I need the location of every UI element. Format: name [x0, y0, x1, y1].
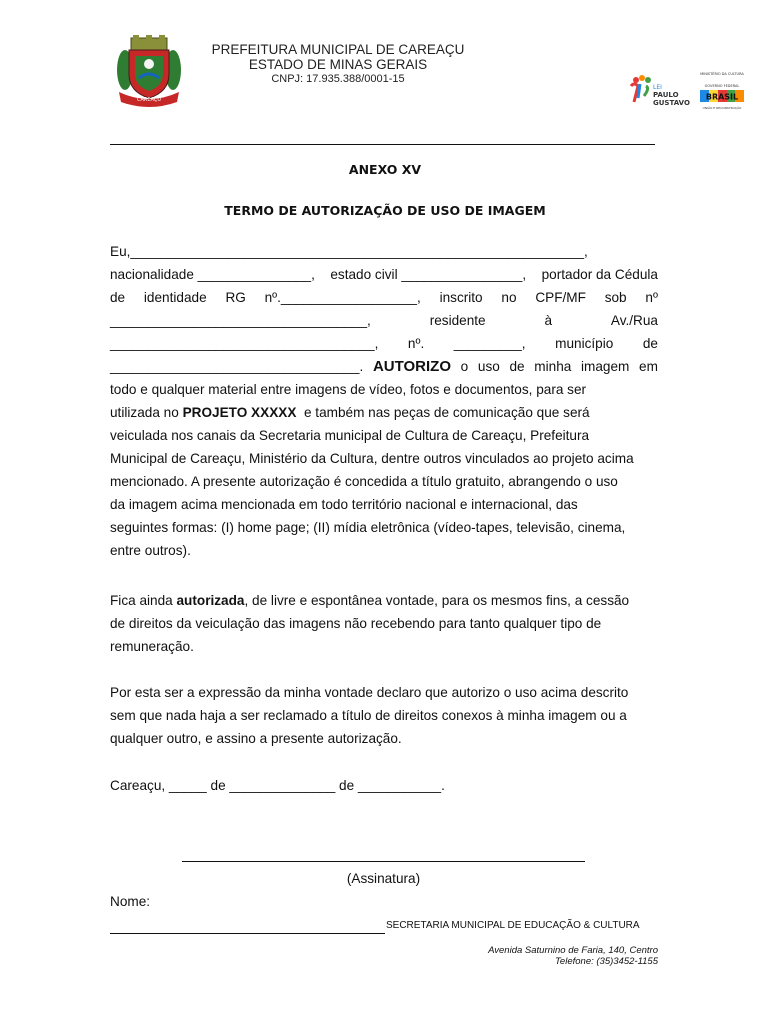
- word: _________,: [453, 336, 526, 351]
- p1-line: seguintes formas: (I) home page; (II) mídia eletrônica (vídeo-tapes, televisão, cinema,: [110, 520, 626, 535]
- signature-line: [182, 861, 585, 862]
- text-run: nacionalidade _______________,: [110, 267, 315, 282]
- p1-line: [110, 355, 658, 378]
- header-divider: [110, 144, 655, 145]
- word: __________________________________,: [110, 313, 371, 328]
- text-run: Fica ainda: [110, 593, 173, 608]
- p1-line: veiculada nos canais da Secretaria municipal de Cultura de Careaçu, Prefeitura: [110, 428, 590, 443]
- word: uso: [477, 359, 500, 374]
- text-run: , de livre e espontânea vontade, para os mesmos fins, a cessão: [244, 593, 630, 608]
- minc-gov-text: GOVERNO FEDERAL: [704, 84, 740, 88]
- p1-line: da imagem acima mencionada em todo território nacional e internacional, das: [110, 497, 578, 512]
- minc-wordmark: BRASIL: [705, 92, 739, 102]
- authorization-paragraph: [110, 240, 658, 562]
- p1-line: [110, 401, 658, 424]
- word: Av./Rua: [610, 313, 658, 328]
- p3-line: qualquer outro, e assino a presente autorização.: [110, 731, 402, 746]
- word: identidade: [143, 290, 207, 305]
- document-title: TERMO DE AUTORIZAÇÃO DE USO DE IMAGEM: [224, 203, 546, 218]
- project-name: PROJETO XXXXX: [182, 405, 297, 420]
- word: imagem: [581, 359, 630, 374]
- text-run: _________________________________.: [110, 359, 364, 374]
- minc-sub-text: UNIÃO E RECONSTRUÇÃO: [702, 106, 742, 110]
- crest-banner-text: CAREAÇU: [136, 97, 162, 103]
- text-run: portador da Cédula: [541, 267, 658, 282]
- word: CPF/MF: [535, 290, 586, 305]
- authorizo-emphasis: AUTORIZO: [372, 358, 451, 375]
- footer-secretariat: SECRETARIA MUNICIPAL DE EDUCAÇÃO & CULTURA: [386, 920, 640, 931]
- word: minha: [534, 359, 572, 374]
- declaration-paragraph: [110, 681, 658, 750]
- p1-line: [110, 286, 658, 309]
- text-run: utilizada no: [110, 405, 179, 420]
- p1-line: entre outros).: [110, 543, 191, 558]
- header-state: ESTADO DE MINAS GERAIS: [248, 57, 428, 72]
- word: em: [639, 359, 658, 374]
- word: de: [642, 336, 658, 351]
- lpg-logo-line3: GUSTAVO: [653, 99, 690, 107]
- word: nº: [645, 290, 658, 305]
- p1-line: [110, 263, 658, 286]
- lpg-logo-line2: PAULO: [653, 91, 679, 99]
- word: no: [501, 290, 517, 305]
- footer-phone: Telefone: (35)3452-1155: [555, 956, 658, 967]
- lei-paulo-gustavo-logo: [626, 74, 690, 110]
- word: o: [460, 359, 469, 374]
- word: nº.__________________,: [264, 290, 421, 305]
- word: inscrito: [439, 290, 483, 305]
- assignment-paragraph: [110, 589, 658, 658]
- word: nº.: [407, 336, 425, 351]
- word: à: [544, 313, 553, 328]
- word: de: [509, 359, 525, 374]
- p1-line: todo e qualquer material entre imagens de vídeo, fotos e documentos, para ser: [110, 382, 587, 397]
- p1-line: Municipal de Careaçu, Ministério da Cultura, dentre outros vinculados ao projeto acima: [110, 451, 634, 466]
- name-label: Nome:: [110, 894, 151, 909]
- annex-heading: ANEXO XV: [348, 162, 422, 177]
- date-line: Careaçu, _____ de ______________ de ___________.: [110, 778, 445, 793]
- municipal-crest-logo: [113, 34, 185, 106]
- word: RG: [225, 290, 246, 305]
- p1-line: Eu,____________________________________________________________,: [110, 244, 588, 259]
- p1-line: mencionado. A presente autorização é concedida a título gratuito, abrangendo o uso: [110, 474, 618, 489]
- p1-line: [110, 332, 658, 355]
- signature-label: (Assinatura): [346, 871, 421, 886]
- text-run: e também nas peças de comunicação que será: [303, 405, 590, 420]
- p3-line: Por esta ser a expressão da minha vontade declaro que autorizo o uso acima descrito: [110, 685, 629, 700]
- footer-divider: [110, 933, 385, 934]
- word: sob: [604, 290, 627, 305]
- word: de: [110, 290, 126, 305]
- word: ___________________________________,: [110, 336, 379, 351]
- p3-line: sem que nada haja a ser reclamado a título de direitos conexos à minha imagem ou a: [110, 708, 627, 723]
- lpg-logo-line1: LEI: [653, 84, 662, 91]
- p1-line: [110, 309, 658, 332]
- header-municipality: PREFEITURA MUNICIPAL DE CAREAÇU: [211, 42, 465, 57]
- autorizada-emphasis: autorizada: [176, 593, 245, 608]
- text-run: estado civil ________________,: [330, 267, 527, 282]
- footer-address: Avenida Saturnino de Faria, 140, Centro: [488, 945, 658, 956]
- header-cnpj: CNPJ: 17.935.388/0001-15: [271, 73, 405, 85]
- word: residente: [429, 313, 486, 328]
- p2-line: remuneração.: [110, 639, 194, 654]
- word: município: [555, 336, 614, 351]
- ministerio-cultura-logo: [698, 70, 746, 114]
- p2-line: [110, 589, 658, 612]
- minc-top-text: MINISTÉRIO DA CULTURA: [700, 72, 744, 76]
- p2-line: de direitos da veiculação das imagens não recebendo para tanto qualquer tipo de: [110, 616, 602, 631]
